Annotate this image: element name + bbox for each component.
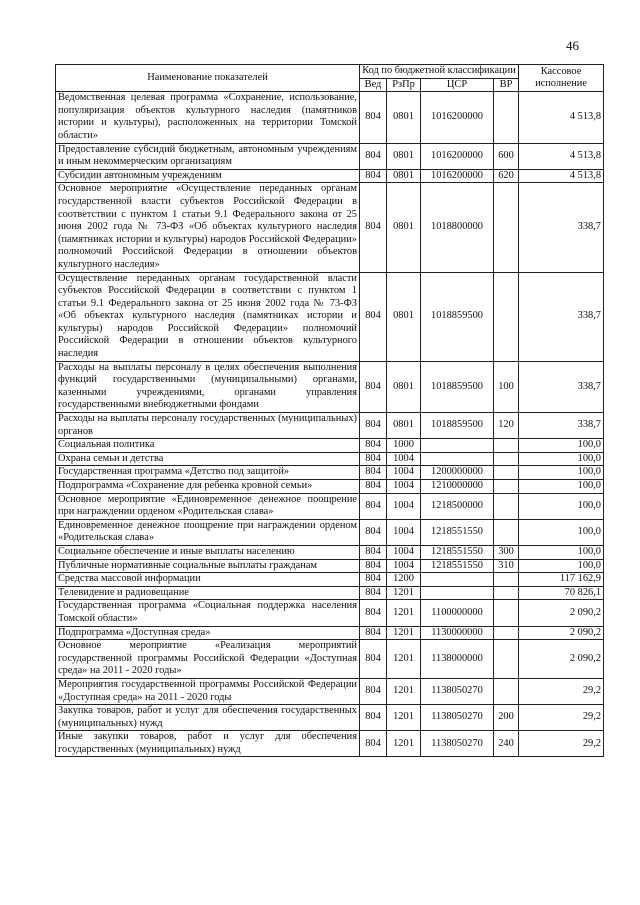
row-sum: 100,0	[519, 452, 604, 466]
row-csr: 1138050270	[421, 678, 494, 704]
row-ved: 804	[360, 272, 387, 361]
row-sum: 100,0	[519, 559, 604, 573]
row-name: Социальная политика	[56, 439, 360, 453]
row-ved: 804	[360, 413, 387, 439]
row-name: Иные закупки товаров, работ и услуг для обеспечения государственных (муниципальных) нужд	[56, 731, 360, 757]
row-rzpr: 1004	[387, 559, 421, 573]
row-vr	[494, 452, 519, 466]
row-sum: 100,0	[519, 439, 604, 453]
row-name: Основное мероприятие «Единовременное денежное поощрение при награждении орденом «Родительская слава»	[56, 493, 360, 519]
row-sum: 2 090,2	[519, 640, 604, 679]
row-csr: 1218551550	[421, 559, 494, 573]
table-header	[56, 65, 604, 92]
row-csr: 1210000000	[421, 480, 494, 494]
row-sum: 338,7	[519, 361, 604, 412]
row-sum: 100,0	[519, 545, 604, 559]
row-name: Предоставление субсидий бюджетным, автономным учреждениям и иным некоммерческим организациям	[56, 143, 360, 169]
row-rzpr: 0801	[387, 183, 421, 272]
row-csr: 1138050270	[421, 731, 494, 757]
row-ved: 804	[360, 361, 387, 412]
row-sum: 117 162,9	[519, 573, 604, 587]
row-vr	[494, 586, 519, 600]
row-csr: 1016200000	[421, 169, 494, 183]
row-ved: 804	[360, 519, 387, 545]
row-name: Средства массовой информации	[56, 573, 360, 587]
table-row	[56, 480, 604, 494]
row-sum: 4 513,8	[519, 169, 604, 183]
header-csr: ЦСР	[421, 78, 494, 92]
header-vr: ВР	[494, 78, 519, 92]
row-csr	[421, 573, 494, 587]
table-row	[56, 545, 604, 559]
table-row	[56, 452, 604, 466]
table-row	[56, 413, 604, 439]
row-ved: 804	[360, 493, 387, 519]
table-row	[56, 731, 604, 757]
row-sum: 2 090,2	[519, 600, 604, 626]
row-csr: 1130000000	[421, 626, 494, 640]
row-csr: 1018859500	[421, 361, 494, 412]
row-ved: 804	[360, 480, 387, 494]
row-name: Социальное обеспечение и иные выплаты населению	[56, 545, 360, 559]
row-vr	[494, 640, 519, 679]
table-row	[56, 361, 604, 412]
row-vr: 600	[494, 143, 519, 169]
row-rzpr: 1201	[387, 626, 421, 640]
row-vr	[494, 573, 519, 587]
row-csr: 1218551550	[421, 545, 494, 559]
row-name: Подпрограмма «Сохранение для ребенка кровной семьи»	[56, 480, 360, 494]
table-row	[56, 678, 604, 704]
table-row	[56, 183, 604, 272]
row-name: Основное мероприятие «Реализация мероприятий государственной программы Российской Федерации «Доступная среда» на 2011 - 2020 годы»	[56, 640, 360, 679]
row-sum: 100,0	[519, 519, 604, 545]
page-number: 46	[566, 38, 579, 53]
row-rzpr: 0801	[387, 92, 421, 143]
row-csr: 1016200000	[421, 143, 494, 169]
row-rzpr: 1004	[387, 480, 421, 494]
row-csr: 1018859500	[421, 413, 494, 439]
header-code-group: Код по бюджетной классификации	[360, 65, 519, 79]
row-csr	[421, 586, 494, 600]
row-rzpr: 0801	[387, 169, 421, 183]
table-row	[56, 586, 604, 600]
row-name: Закупка товаров, работ и услуг для обеспечения государственных (муниципальных) нужд	[56, 705, 360, 731]
row-sum: 4 513,8	[519, 143, 604, 169]
row-name: Подпрограмма «Доступная среда»	[56, 626, 360, 640]
header-execution: Кассовое исполнение	[519, 65, 604, 92]
row-name: Публичные нормативные социальные выплаты гражданам	[56, 559, 360, 573]
row-sum: 70 826,1	[519, 586, 604, 600]
row-vr: 200	[494, 705, 519, 731]
row-name: Осуществление переданных органам государственной власти субъектов Российской Федерации в соответствии с пунктом 1 статьи 9.1 Федерального закона от 25 июня 2002 года № 73-ФЗ «Об объектах культурного наследия (памятниках истории и культуры) народов Российской Федерации» полномочий Российской Федерации в отношении объектов культурного наследия	[56, 272, 360, 361]
row-ved: 804	[360, 545, 387, 559]
row-csr: 1018859500	[421, 272, 494, 361]
row-vr: 100	[494, 361, 519, 412]
row-ved: 804	[360, 143, 387, 169]
row-rzpr: 1201	[387, 705, 421, 731]
row-sum: 29,2	[519, 678, 604, 704]
row-rzpr: 1200	[387, 573, 421, 587]
row-sum: 100,0	[519, 493, 604, 519]
row-rzpr: 1004	[387, 545, 421, 559]
row-vr	[494, 678, 519, 704]
table-row	[56, 143, 604, 169]
row-ved: 804	[360, 169, 387, 183]
row-csr: 1218551550	[421, 519, 494, 545]
row-vr	[494, 92, 519, 143]
row-ved: 804	[360, 626, 387, 640]
row-csr: 1018800000	[421, 183, 494, 272]
table-row	[56, 640, 604, 679]
row-rzpr: 0801	[387, 272, 421, 361]
table-row	[56, 705, 604, 731]
row-vr: 120	[494, 413, 519, 439]
table-row	[56, 493, 604, 519]
header-ved: Вед	[360, 78, 387, 92]
row-ved: 804	[360, 586, 387, 600]
row-sum: 338,7	[519, 183, 604, 272]
table-row	[56, 92, 604, 143]
row-rzpr: 1201	[387, 600, 421, 626]
row-rzpr: 0801	[387, 143, 421, 169]
row-vr: 620	[494, 169, 519, 183]
row-name: Телевидение и радиовещание	[56, 586, 360, 600]
row-sum: 29,2	[519, 731, 604, 757]
row-vr: 240	[494, 731, 519, 757]
row-name: Государственная программа «Детство под защитой»	[56, 466, 360, 480]
row-sum: 2 090,2	[519, 626, 604, 640]
row-rzpr: 0801	[387, 361, 421, 412]
row-vr: 310	[494, 559, 519, 573]
row-name: Ведомственная целевая программа «Сохранение, использование, популяризация объектов культурного наследия (памятников истории и культуры), расположенных на территории Томской области»	[56, 92, 360, 143]
row-name: Субсидии автономным учреждениям	[56, 169, 360, 183]
row-ved: 804	[360, 183, 387, 272]
row-sum: 338,7	[519, 272, 604, 361]
row-rzpr: 1201	[387, 640, 421, 679]
row-ved: 804	[360, 466, 387, 480]
row-vr	[494, 600, 519, 626]
table-row	[56, 169, 604, 183]
row-sum: 29,2	[519, 705, 604, 731]
row-csr: 1218500000	[421, 493, 494, 519]
row-ved: 804	[360, 640, 387, 679]
row-rzpr: 1201	[387, 678, 421, 704]
header-rzpr: РзПр	[387, 78, 421, 92]
row-vr	[494, 272, 519, 361]
row-rzpr: 1000	[387, 439, 421, 453]
row-vr	[494, 480, 519, 494]
row-ved: 804	[360, 439, 387, 453]
row-rzpr: 1004	[387, 493, 421, 519]
row-ved: 804	[360, 559, 387, 573]
budget-table	[55, 64, 604, 757]
header-name: Наименование показателей	[56, 65, 360, 92]
row-sum: 4 513,8	[519, 92, 604, 143]
row-vr	[494, 466, 519, 480]
row-csr: 1138050270	[421, 705, 494, 731]
table-row	[56, 559, 604, 573]
row-csr: 1016200000	[421, 92, 494, 143]
row-vr	[494, 183, 519, 272]
row-sum: 338,7	[519, 413, 604, 439]
row-name: Единовременное денежное поощрение при награждении орденом «Родительская слава»	[56, 519, 360, 545]
row-rzpr: 1004	[387, 452, 421, 466]
row-name: Охрана семьи и детства	[56, 452, 360, 466]
row-name: Расходы на выплаты персоналу в целях обеспечения выполнения функций государственными (муниципальными) органами, казенными учреждениями, органами управления государственными внебюджетными фондами	[56, 361, 360, 412]
row-ved: 804	[360, 573, 387, 587]
table-row	[56, 626, 604, 640]
table-row	[56, 272, 604, 361]
row-ved: 804	[360, 600, 387, 626]
row-sum: 100,0	[519, 466, 604, 480]
row-csr	[421, 452, 494, 466]
table-row	[56, 439, 604, 453]
row-ved: 804	[360, 731, 387, 757]
row-ved: 804	[360, 452, 387, 466]
row-vr	[494, 519, 519, 545]
row-rzpr: 1004	[387, 466, 421, 480]
row-ved: 804	[360, 705, 387, 731]
row-csr: 1138000000	[421, 640, 494, 679]
row-csr	[421, 439, 494, 453]
row-csr: 1200000000	[421, 466, 494, 480]
row-name: Основное мероприятие «Осуществление переданных органам государственной власти субъектов Российской Федерации в соответствии с пунктом 1 статьи 9.1 Федерального закона от 25 июня 2002 года № 73-ФЗ «Об объектах культурного наследия (памятниках истории и культуры) народов Российской Федерации» полномочий Российской Федерации в отношении объектов культурного наследия»	[56, 183, 360, 272]
row-csr: 1100000000	[421, 600, 494, 626]
table-body	[56, 92, 604, 757]
row-rzpr: 1004	[387, 519, 421, 545]
row-name: Государственная программа «Социальная поддержка населения Томской области»	[56, 600, 360, 626]
table-row	[56, 600, 604, 626]
table-row	[56, 519, 604, 545]
row-sum: 100,0	[519, 480, 604, 494]
row-vr	[494, 626, 519, 640]
row-rzpr: 0801	[387, 413, 421, 439]
row-rzpr: 1201	[387, 586, 421, 600]
row-vr: 300	[494, 545, 519, 559]
table-row	[56, 466, 604, 480]
row-ved: 804	[360, 92, 387, 143]
row-name: Расходы на выплаты персоналу государственных (муниципальных) органов	[56, 413, 360, 439]
row-vr	[494, 439, 519, 453]
row-rzpr: 1201	[387, 731, 421, 757]
row-name: Мероприятия государственной программы Российской Федерации «Доступная среда» на 2011 - 2020 годы	[56, 678, 360, 704]
row-ved: 804	[360, 678, 387, 704]
row-vr	[494, 493, 519, 519]
table-row	[56, 573, 604, 587]
